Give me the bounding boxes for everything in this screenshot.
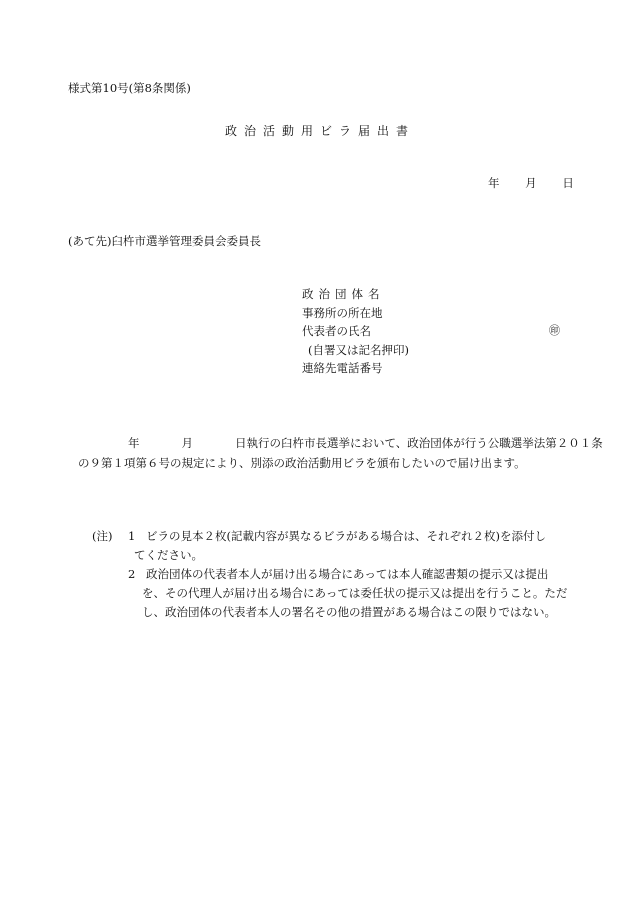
document-title: 政治活動用ビラ届出書 bbox=[224, 124, 415, 138]
declaration-year: 年 bbox=[128, 436, 140, 450]
note-2-line-1 bbox=[92, 565, 567, 584]
addressee: (あて先)臼杵市選挙管理委員会委員長 bbox=[68, 234, 261, 248]
representative-name-label: 代表者の氏名 bbox=[302, 324, 371, 338]
note-2-line-3: し、政治団体の代表者本人の署名その他の措置がある場合はこの限りではない。 bbox=[142, 605, 556, 619]
date-year-label: 年 bbox=[488, 176, 500, 190]
notes-label: (注) bbox=[92, 529, 113, 543]
declaration-line-2: の９第１項第６号の規定により、別添の政治活動用ビラを頒布したいので届け出ます。 bbox=[78, 456, 526, 470]
note-2-number: 2 bbox=[128, 567, 136, 581]
signature-note: (自署又は記名押印) bbox=[308, 342, 409, 357]
applicant-block bbox=[302, 285, 409, 378]
declaration-line-1 bbox=[78, 433, 603, 453]
note-1-line-2: てください。 bbox=[134, 548, 203, 562]
org-name-label: 政治団体名 bbox=[302, 287, 385, 301]
form-number: 様式第10号(第8条関係) bbox=[68, 81, 191, 95]
contact-phone-label: 連絡先電話番号 bbox=[302, 361, 383, 375]
note-1-text-1: ビラの見本２枚(記載内容が異なるビラがある場合は、それぞれ２枚)を添付し bbox=[146, 529, 546, 543]
note-2-line-2: を、その代理人が届け出る場合にあっては委任状の提示又は提出を行うこと。ただ bbox=[142, 586, 568, 600]
date-line bbox=[488, 175, 574, 191]
seal-mark: ㊞ bbox=[549, 324, 560, 337]
date-month-label: 月 bbox=[525, 176, 537, 190]
declaration-month: 月 bbox=[181, 436, 193, 450]
note-2-text-1: 政治団体の代表者本人が届け出る場合にあっては本人確認書類の提示又は提出 bbox=[146, 567, 549, 581]
declaration-line-1-rest: 日執行の臼杵市長選挙において、政治団体が行う公職選挙法第２０１条 bbox=[235, 436, 603, 450]
office-address-label: 事務所の所在地 bbox=[302, 305, 383, 320]
note-1-number: 1 bbox=[128, 529, 136, 543]
declaration-text bbox=[78, 433, 603, 473]
date-day-label: 日 bbox=[562, 176, 574, 190]
notes-section bbox=[92, 527, 567, 622]
note-1-line-1 bbox=[92, 527, 567, 546]
